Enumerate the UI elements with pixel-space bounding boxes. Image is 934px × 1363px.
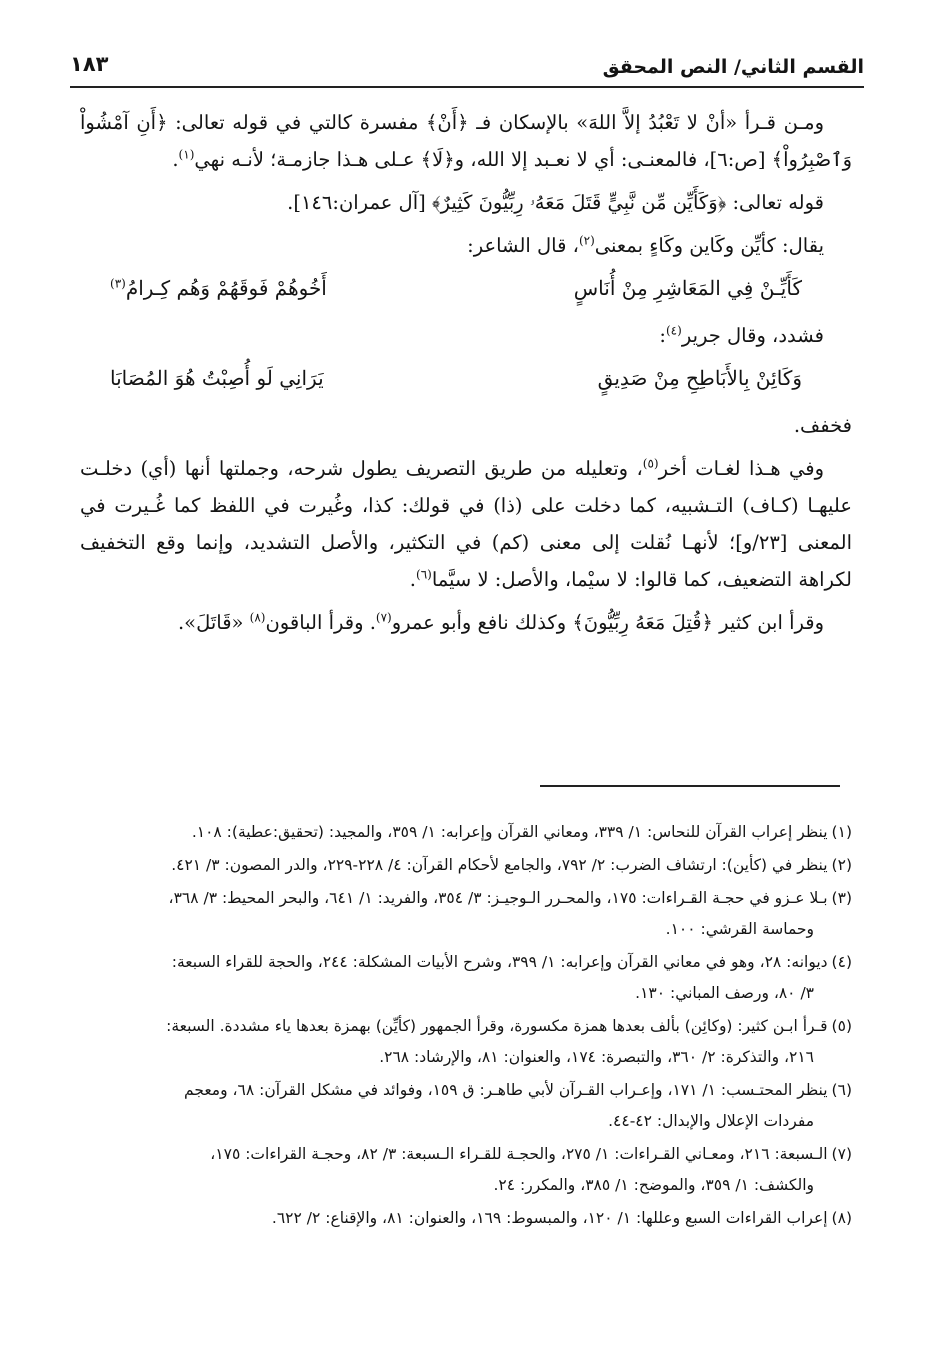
verse-1-first-hemistich: كَأَيِّـنْ فِي المَعَاشِرِ مِنْ أُنَاسٍ [573,276,802,300]
page-number: ١٨٣ [70,52,109,76]
paragraph-5: فخفف. [793,414,852,437]
footnote-ref: (٣) [110,276,126,291]
footnote-3: (٣)بـلا عـزو في حجـة القـراءات: ١٧٥، والمحـرر الـوجيـز: ٣/ ٣٥٤، والفريد: ١/ ٦٤١، والبحر المحيط: ٣/ ٣٦٨، وحماسة القرشي: ١٠٠. [168,889,852,938]
footnote-7: (٧)الـسبعة: ٢١٦، ومعـاني القـراءات: ١/ ٢٧٥، والحجـة للقـراء الـسبعة: ٣/ ٨٢، وحجـة القراءات: ١٧٥، والكشف: ١/ ٣٥٩، والموضح: ١/ ٣٨٥، والمكرر: ٢٤. [210,1145,852,1194]
footnote-ref: (٦) [416,567,432,582]
verse-2-first-hemistich: وَكَائِنْ بِالأَبَاطِحِ مِنْ صَدِيقٍ [597,366,802,390]
footnote-ref: (٢) [578,233,595,248]
footnote-4: (٤)ديوانه: ٢٨، وهو في معاني القرآن وإعرابه: ١/ ٣٩٩، وشرح الأبيات المشكلة: ٢٤٤، والحجة للقراء السبعة: ٣/ ٨٠، ورصف المباني: ١٣٠. [171,953,852,1002]
page-header [70,50,864,88]
running-title: القسم الثاني/ النص المحقق [602,56,864,78]
verse-1 [80,270,852,307]
footnote-1: (١)ينظر إعراب القرآن للنحاس: ١/ ٣٣٩، ومعاني القرآن وإعرابه: ١/ ٣٥٩، والمجيد: (تحقيق:عطية): ١٠٨. [191,823,852,841]
paragraph-2: قوله تعالى: ﴿وَكَأَيِّن مِّن نَّبِيٍّ قَتَلَ مَعَهُۥ رِبِّيُّونَ كَثِيرٌ﴾ [آل عمران:١٤٦]. [287,191,824,214]
footnote-divider [540,785,840,787]
paragraph-6: وفي هـذا لغـات أخر$^{(٥)}$، وتعليله من طريق التصريف يطول شرحه، وجملتها أنها (أي) دخلـت عليهـا (كـاف) التـشبيه، كما دخلت على (ذا) في قولك: كذا، وغُيرت في اللفظ كما غُـيرت في المعنى [٢٣/و]؛ لأنهـا نُقلت إلى معنى (كم) في التكثير، والأصل التشديد، وإنما وقع التخفيف لكراهة التضعيف، كما قالوا: لا سيْما، والأصل: لا سيَّما$^{(٦)}$. [80,456,852,591]
footnote-ref: (٨) [249,610,266,625]
main-text [80,104,852,647]
footnote-ref: (٥) [642,456,659,471]
paragraph-7: وقرأ ابن كثير ﴿قُتِلَ مَعَهُ رِبِّيُّونَ﴾ وكذلك نافع وأبو عمرو$^{(٧)}$. وقرأ الباقون$^{(٨)}$ «قَاتَلَ». [177,610,824,634]
footnote-8: (٨)إعراب القراءات السبع وعللها: ١/ ١٢٠، والمبسوط: ١٦٩، والعنوان: ٨١، والإقناع: ٢/ ٦٢٢. [271,1209,852,1227]
footnote-ref: (٤) [665,323,682,338]
footnote-2: (٢)ينظر في (كأين): ارتشاف الضرب: ٢/ ٧٩٢، والجامع لأحكام القرآن: ٤/ ٢٢٨-٢٢٩، والدر المصون: ٣/ ٤٢١. [171,856,852,874]
verse-2-second-hemistich: يَرَانِي لَو أُصِبْتُ هُوَ المُصَابَا [110,366,324,390]
paragraph-1: ومـن قـرأ «أنْ لا تَعْبُدُ إلاَّ اللهَ» بالإسكان فـ ﴿أَنْ﴾ مفسرة كالتي في قوله تعالى: ﴿أَنِ آمْشُواْ وَٱصْبِرُواْ﴾ [ص:٦]، فالمعنـى: أي لا نعـبد إلا الله، و﴿لَا﴾ عـلى هـذا جازمـة؛ لأنـه نهي$^{(١)}$. [80,111,852,171]
footnote-6: (٦)ينظر المحتـسب: ١/ ١٧١، وإعـراب القـرآن لأبي طاهـر: ق ١٥٩، وفوائد في مشكل القرآن: ٦٨، ومعجم مفردات الإعلال والإبدال: ٤٢-٤٤. [184,1081,852,1130]
footnote-5: (٥)قـرأ ابـن كثير: (وكائِن) بألف بعدها همزة مكسورة، وقرأ الجمهور (كأيِّن) بهمزة بعدها ياء مشددة. السبعة: ٢١٦، والتذكرة: ٢/ ٣٦٠، والتبصرة: ١٧٤، والعنوان: ٨١، والإرشاد: ٢٦٨. [166,1017,852,1066]
footnotes [76,817,852,1236]
footnote-ref: (٧) [375,610,392,625]
verse-2 [80,360,852,397]
paragraph-4: فشدد، وقال جرير$^{(٤)}$: [659,323,824,347]
verse-1-second-hemistich: أَخُوهُمْ فَوقَهُمْ وَهُم كِـرامُ$^{(٣)}$ [110,276,327,300]
footnote-ref: (١) [178,147,195,162]
paragraph-3: يقال: كأيِّن وكَاين وكَاءٍ بمعنى$^{(٢)}$، قال الشاعر: [467,233,824,257]
